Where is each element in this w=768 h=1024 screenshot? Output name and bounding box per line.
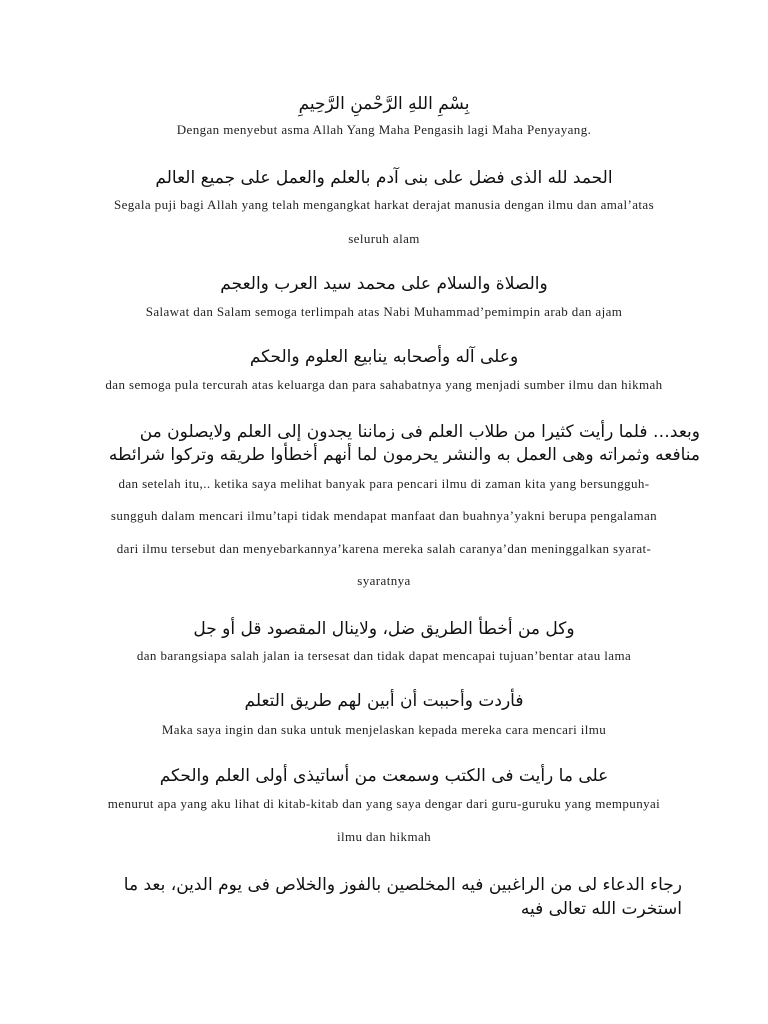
translation-line: dan semoga pula tercurah atas keluarga dan para sahabatnya yang menjadi sumber ilmu dan hikmah — [105, 377, 663, 392]
arabic-basmalah: بِسْمِ اللهِ الرَّحْمنِ الرَّحِيمِ — [298, 94, 470, 114]
arabic-verse: على ما رأيت فى الكتب وسمعت من أساتيذى أولى العلم والحكم — [159, 766, 609, 786]
translation-line: Segala puji bagi Allah yang telah mengangkat harkat derajat manusia dengan ilmu dan amal’atas — [113, 197, 655, 212]
arabic-verse: فأردت وأحببت أن أبين لهم طريق التعلم — [244, 691, 524, 711]
translation-line: Dengan menyebut asma Allah Yang Maha Pengasih lagi Maha Penyayang. — [176, 122, 592, 137]
arabic-paragraph: وبعد… فلما رأيت كثيرا من طلاب العلم فى زماننا يجدون إلى العلم ولايصلون من منافعه وثمراته وهى العمل به والنشر يحرمون لما أنهم أخطأوا طريقه وتركوا شرائطه — [108, 422, 700, 465]
translation-line: dan barangsiapa salah jalan ia tersesat dan tidak dapat mencapai tujuan’bentar atau lama — [136, 648, 632, 663]
translation-line: Salawat dan Salam semoga terlimpah atas Nabi Muhammad’pemimpin arab dan ajam — [145, 304, 623, 319]
translation-line: dari ilmu tersebut dan menyebarkannya’karena mereka salah caranya’dan meninggalkan syarat- — [116, 541, 652, 556]
translation-line: menurut apa yang aku lihat di kitab-kitab dan yang saya dengar dari guru-guruku yang mempunyai — [107, 796, 661, 811]
arabic-verse: والصلاة والسلام على محمد سيد العرب والعجم — [220, 274, 548, 294]
arabic-paragraph: رجاء الدعاء لى من الراغبين فيه المخلصين بالفوز والخلاص فى يوم الدين، بعد ما استخرت الله تعالى فيه — [123, 875, 682, 919]
arabic-verse: وعلى آله وأصحابه ينابيع العلوم والحكم — [249, 347, 519, 367]
translation-line: seluruh alam — [348, 231, 420, 246]
translation-line: ilmu dan hikmah — [336, 829, 432, 844]
translation-line: syaratnya — [357, 573, 411, 588]
translation-line: dan setelah itu,.. ketika saya melihat banyak para pencari ilmu di zaman kita yang bersungguh- — [118, 476, 650, 491]
arabic-verse: الحمد لله الذى فضل على بنى آدم بالعلم والعمل على جميع العالم — [155, 168, 613, 188]
translation-line: Maka saya ingin dan suka untuk menjelaskan kepada mereka cara mencari ilmu — [161, 722, 607, 737]
arabic-verse: وكل من أخطأ الطريق ضل، ولاينال المقصود قل أو جل — [193, 619, 575, 639]
translation-line: sungguh dalam mencari ilmu’tapi tidak mendapat manfaat dan buahnya’yakni berupa pengalaman — [110, 508, 658, 523]
